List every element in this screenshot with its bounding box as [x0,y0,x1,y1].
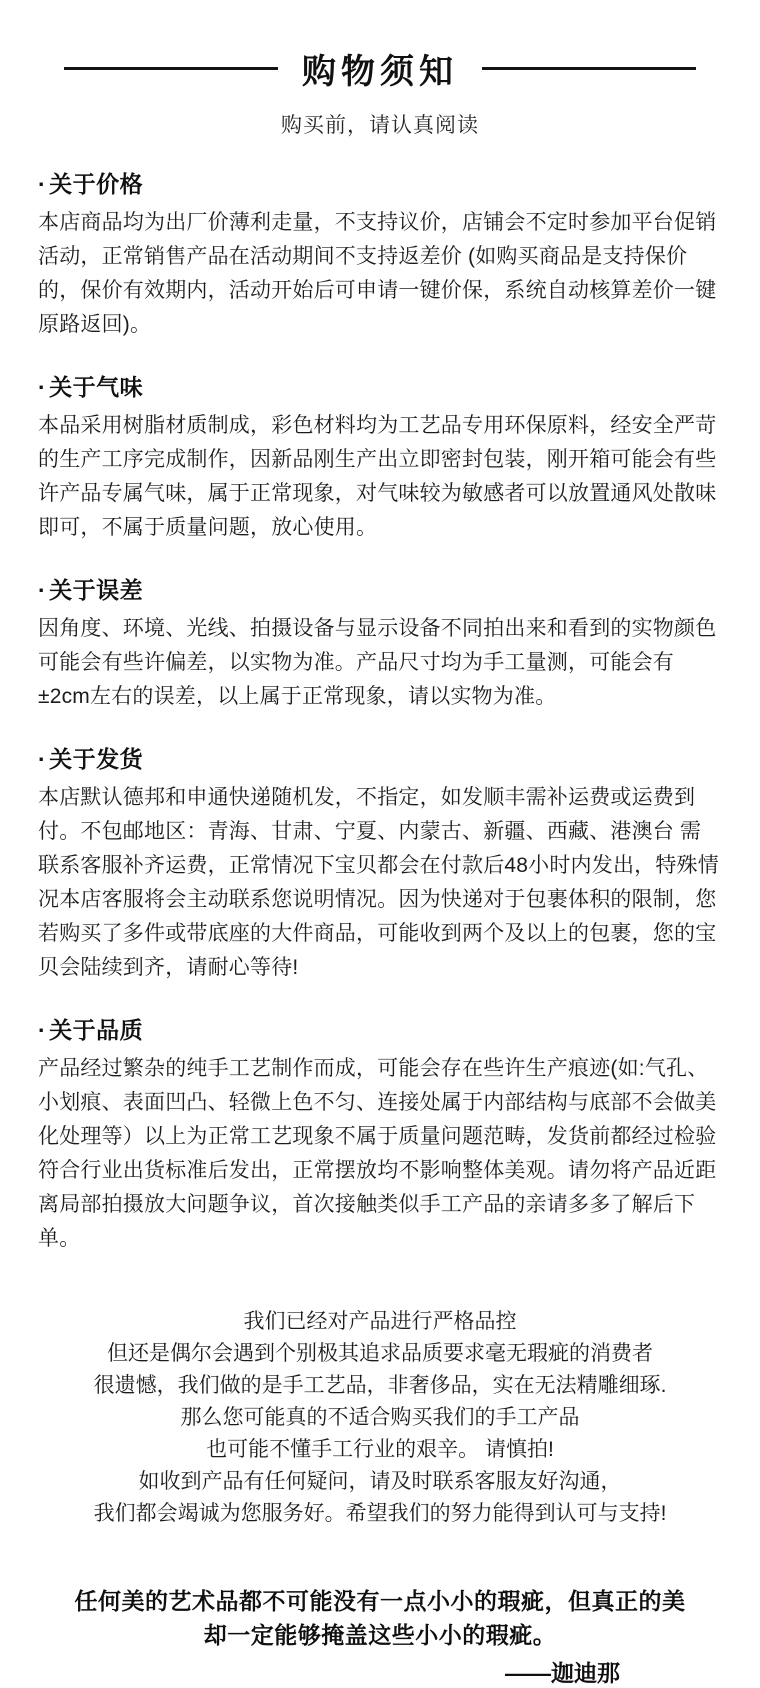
section-shipping-heading-text: 关于发货 [49,746,144,772]
notice-line: 很遗憾，我们做的是手工艺品，非奢侈品，实在无法精雕细琢. [93,1374,667,1397]
bullet-glyph: · [38,374,47,400]
section-odor-heading-text: 关于气味 [49,374,144,400]
page-header [38,44,722,93]
section-tolerance [38,572,722,714]
quality-control-notice [38,1306,722,1530]
notice-line: 但还是偶尔会遇到个别极其追求品质要求毫无瑕疵的消费者 [107,1342,653,1365]
section-price-heading [38,166,722,199]
section-shipping-heading [38,741,722,774]
section-tolerance-heading [38,572,722,605]
section-price-heading-text: 关于价格 [49,171,144,197]
page-title: 购物须知 [302,53,458,91]
section-price [38,166,722,342]
section-quality-heading-text: 关于品质 [49,1017,144,1043]
title-rule-right [482,67,696,70]
notice-line: 我们已经对产品进行严格品控 [243,1310,517,1333]
section-quality-body: 产品经过繁杂的纯手工艺制作而成，可能会存在些许生产痕迹(如:气孔、小划痕、表面凹凸、轻微上色不匀、连接处属于内部结构与底部不会做美化处理等）以上为正常工艺现象不属于质量问题范畴，发货前都经过检验符合行业出货标准后发出，正常摆放均不影响整体美观。请勿将产品近距离局部拍摄放大问题争议，首次接触类似手工产品的亲请多多了解后下单。 [38,1057,717,1250]
page-subtitle: 购买前，请认真阅读 [281,114,479,137]
bullet-glyph: · [38,746,47,772]
section-odor-heading [38,369,722,402]
notice-line: 那么您可能真的不适合购买我们的手工产品 [180,1406,580,1429]
section-shipping-body: 本店默认德邦和申通快递随机发，不指定，如发顺丰需补运费或运费到付。不包邮地区：青海、甘肃、宁夏、内蒙古、新疆、西藏、港澳台 需联系客服补齐运费，正常情况下宝贝都会在付款后48小时内发出，特殊情况本店客服将会主动联系您说明情况。因为快递对于包裹体积的限制，您若购买了多件或带底座的大件商品，可能收到两个及以上的包裹，您的宝贝会陆续到齐，请耐心等待! [38,786,719,979]
notice-line: 如收到产品有任何疑问，请及时联系客服友好沟通， [138,1470,622,1493]
section-quality-heading [38,1012,722,1045]
section-tolerance-heading-text: 关于误差 [49,577,144,603]
section-tolerance-body: 因角度、环境、光线、拍摄设备与显示设备不同拍出来和看到的实物颜色可能会有些许偏差，以实物为准。产品尺寸均为手工量测，可能会有±2cm左右的误差，以上属于正常现象，请以实物为准。 [38,617,717,708]
quote-attribution: ——迦迪那 [505,1660,620,1686]
closing-quote [38,1584,722,1652]
quote-line: 却一定能够掩盖这些小小的瑕疵。 [203,1622,557,1648]
section-quality [38,1012,722,1256]
section-odor-body: 本品采用树脂材质制成，彩色材料均为工艺品专用环保原料，经安全严苛的生产工序完成制作，因新品刚生产出立即密封包装，刚开箱可能会有些许产品专属气味，属于正常现象，对气味较为敏感者可以放置通风处散味即可，不属于质量问题，放心使用。 [38,414,717,539]
notice-line: 也可能不懂手工行业的艰辛。 请慎拍! [206,1438,554,1461]
bullet-glyph: · [38,171,47,197]
notice-line: 我们都会竭诚为您服务好。希望我们的努力能得到认可与支持! [93,1502,667,1525]
quote-line: 任何美的艺术品都不可能没有一点小小的瑕疵，但真正的美 [74,1588,686,1614]
section-odor [38,369,722,545]
bullet-glyph: · [38,577,47,603]
section-price-body: 本店商品均为出厂价薄利走量，不支持议价，店铺会不定时参加平台促销活动，正常销售产品在活动期间不支持返差价 (如购买商品是支持保价的，保价有效期内，活动开始后可申请一键价保，系统自动核算差价一键原路返回)。 [38,211,717,336]
section-shipping [38,741,722,985]
title-rule-left [64,67,278,70]
bullet-glyph: · [38,1017,47,1043]
